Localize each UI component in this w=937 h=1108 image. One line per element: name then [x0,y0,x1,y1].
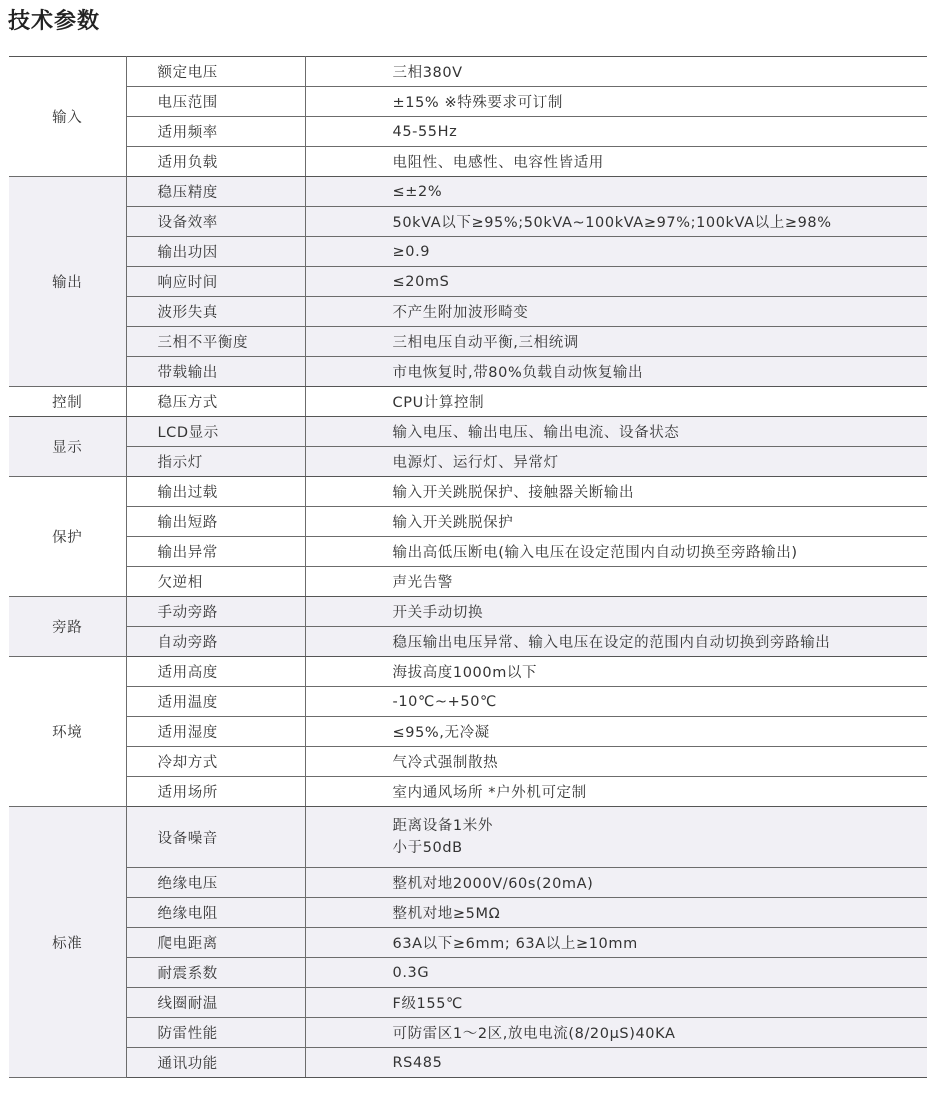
param-name-cell: 适用高度 [126,657,305,687]
table-row [9,687,927,717]
param-name-cell: 输出异常 [126,537,305,567]
param-name-cell: 带载输出 [126,357,305,387]
param-value-cell: 室内通风场所 *户外机可定制 [305,777,927,807]
param-value-cell: 输入开关跳脱保护 [305,507,927,537]
param-name-cell: 额定电压 [126,57,305,87]
category-cell: 标准 [9,807,126,1078]
param-value-cell: 0.3G [305,958,927,988]
param-name-cell: 设备噪音 [126,807,305,868]
param-name-cell: 指示灯 [126,447,305,477]
table-row [9,807,927,868]
param-name-cell: 冷却方式 [126,747,305,777]
param-value-cell: ≥0.9 [305,237,927,267]
table-row [9,627,927,657]
table-row [9,447,927,477]
param-name-cell: 稳压精度 [126,177,305,207]
param-value-cell: 45-55Hz [305,117,927,147]
param-value-cell: -10℃~+50℃ [305,687,927,717]
param-name-cell: 适用场所 [126,777,305,807]
param-value-cell: 开关手动切换 [305,597,927,627]
param-name-cell: 绝缘电压 [126,868,305,898]
table-row [9,327,927,357]
param-name-cell: 适用频率 [126,117,305,147]
table-row [9,507,927,537]
param-name-cell: 绝缘电阻 [126,898,305,928]
param-value-cell: ≤±2% [305,177,927,207]
param-name-cell: 手动旁路 [126,597,305,627]
param-value-cell: ≤95%,无冷凝 [305,717,927,747]
param-value-cell: 输出高低压断电(输入电压在设定范围内自动切换至旁路输出) [305,537,927,567]
table-row [9,898,927,928]
param-value-line: 距离设备1米外 [392,818,493,834]
param-name-cell: 防雷性能 [126,1018,305,1048]
param-value-cell: 电阻性、电感性、电容性皆适用 [305,147,927,177]
table-row [9,297,927,327]
param-name-cell: 输出短路 [126,507,305,537]
category-cell: 环境 [9,657,126,807]
category-cell: 输出 [9,177,126,387]
spec-group [9,417,927,477]
category-cell: 保护 [9,477,126,597]
param-value-cell: 63A以下≥6mm; 63A以上≥10mm [305,928,927,958]
param-value-cell: 输入电压、输出电压、输出电流、设备状态 [305,417,927,447]
spec-group [9,597,927,657]
table-row [9,567,927,597]
param-name-cell: 输出功因 [126,237,305,267]
param-value-cell: 三相电压自动平衡,三相统调 [305,327,927,357]
table-row [9,988,927,1018]
param-name-cell: 稳压方式 [126,387,305,417]
category-cell: 输入 [9,57,126,177]
param-value-cell: 整机对地2000V/60s(20mA) [305,868,927,898]
table-row [9,177,927,207]
param-value-cell: 可防雷区1～2区,放电电流(8/20μS)40KA [305,1018,927,1048]
table-row [9,387,927,417]
table-row [9,417,927,447]
table-row [9,597,927,627]
param-name-cell: 响应时间 [126,267,305,297]
spec-group [9,657,927,807]
table-row [9,928,927,958]
spec-group [9,477,927,597]
param-name-cell: 适用温度 [126,687,305,717]
param-value-cell: 海拔高度1000m以下 [305,657,927,687]
table-row [9,1048,927,1078]
param-name-cell: 波形失真 [126,297,305,327]
param-name-cell: 输出过载 [126,477,305,507]
table-row [9,357,927,387]
table-row [9,147,927,177]
param-value-cell: 电源灯、运行灯、异常灯 [305,447,927,477]
param-value-cell: RS485 [305,1048,927,1078]
table-row [9,87,927,117]
category-cell: 显示 [9,417,126,477]
table-row [9,237,927,267]
spec-group [9,177,927,387]
spec-group [9,57,927,177]
param-name-cell: 三相不平衡度 [126,327,305,357]
param-value-cell: 整机对地≥5MΩ [305,898,927,928]
table-row [9,717,927,747]
param-value-cell: 三相380V [305,57,927,87]
param-value-cell: 气冷式强制散热 [305,747,927,777]
param-name-cell: LCD显示 [126,417,305,447]
param-name-cell: 适用负载 [126,147,305,177]
table-row [9,57,927,87]
category-cell: 旁路 [9,597,126,657]
param-value-cell [305,807,927,868]
param-value-cell: 不产生附加波形畸变 [305,297,927,327]
category-cell: 控制 [9,387,126,417]
table-row [9,477,927,507]
table-row [9,267,927,297]
table-row [9,868,927,898]
table-row [9,747,927,777]
param-value-line: 小于50dB [392,840,463,856]
param-value-cell: 50kVA以下≥95%;50kVA~100kVA≥97%;100kVA以上≥98% [305,207,927,237]
param-name-cell: 欠逆相 [126,567,305,597]
param-value-cell: CPU计算控制 [305,387,927,417]
param-value-cell: ≤20mS [305,267,927,297]
param-name-cell: 适用湿度 [126,717,305,747]
param-value-cell: 市电恢复时,带80%负载自动恢复输出 [305,357,927,387]
param-value-cell: ±15% ※特殊要求可订制 [305,87,927,117]
table-row [9,117,927,147]
param-name-cell: 电压范围 [126,87,305,117]
param-value-cell: 输入开关跳脱保护、接触器关断输出 [305,477,927,507]
param-name-cell: 线圈耐温 [126,988,305,1018]
spec-group [9,387,927,417]
table-row [9,657,927,687]
param-value-cell: F级155℃ [305,988,927,1018]
spec-group [9,807,927,1078]
param-value-cell: 稳压输出电压异常、输入电压在设定的范围内自动切换到旁路输出 [305,627,927,657]
param-name-cell: 设备效率 [126,207,305,237]
table-row [9,1018,927,1048]
param-name-cell: 耐震系数 [126,958,305,988]
param-name-cell: 通讯功能 [126,1048,305,1078]
param-name-cell: 爬电距离 [126,928,305,958]
table-row [9,958,927,988]
param-name-cell: 自动旁路 [126,627,305,657]
table-row [9,777,927,807]
spec-table [9,56,927,1078]
table-row [9,537,927,567]
param-value-cell: 声光告警 [305,567,927,597]
table-row [9,207,927,237]
page-title: 技术参数 [8,9,101,34]
